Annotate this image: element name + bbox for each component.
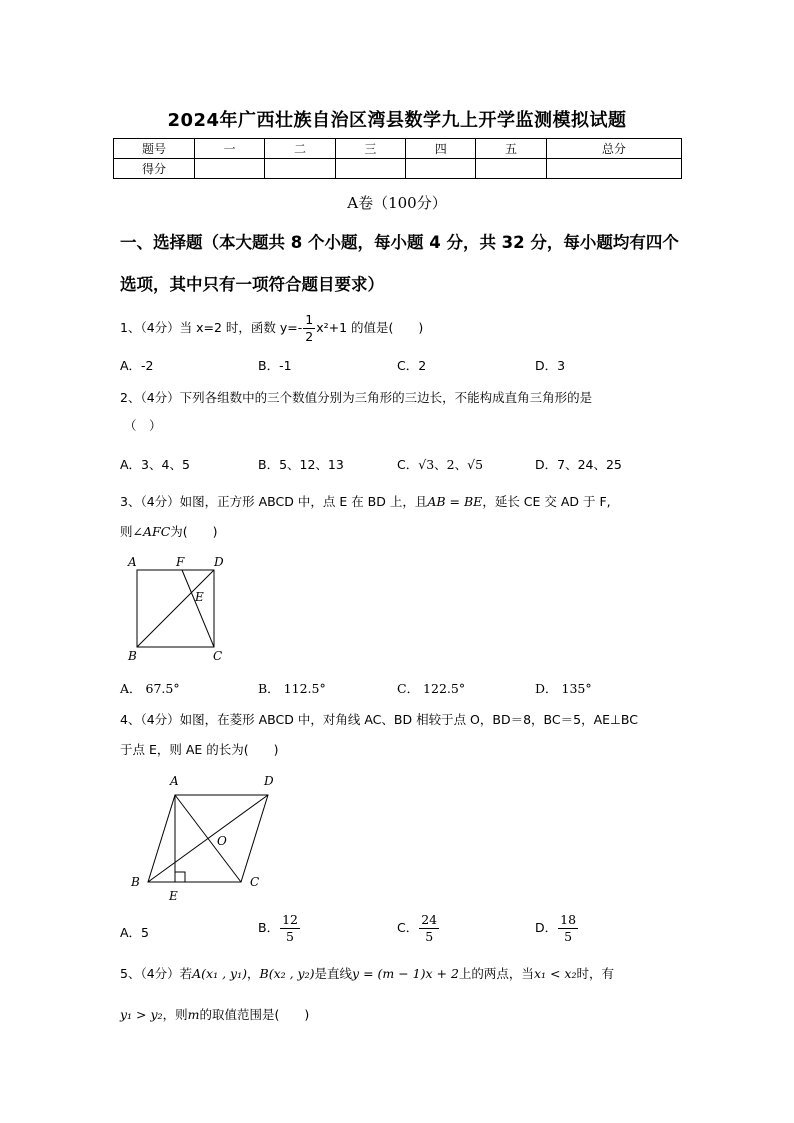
question-text: ，延长 CE 交 AD 于 F, (482, 494, 611, 509)
section-heading: A卷（100分） (347, 194, 447, 212)
question-1 (120, 312, 423, 345)
table-cell: 题号 (114, 139, 195, 159)
label-d: D (214, 555, 224, 569)
math-expression: y₁ > y₂ (120, 1007, 163, 1022)
label-f: F (176, 555, 185, 569)
numerator: 18 (560, 912, 577, 927)
option-c (397, 455, 483, 473)
option-b (258, 912, 301, 945)
option-label: C． (397, 457, 419, 472)
right-angle-mark (175, 872, 185, 882)
label-a: A (170, 774, 179, 788)
math-expression: m (187, 1007, 200, 1022)
question-4-line2: 于点 E，则 AE 的长为( ) (120, 742, 279, 757)
fraction (419, 912, 439, 945)
question-2-answer-paren: （ ） (124, 418, 162, 433)
math-expression: B(x₂ , y₂) (259, 966, 315, 981)
denominator: 5 (286, 929, 294, 944)
fraction (280, 912, 300, 945)
table-row (114, 159, 682, 179)
math-expression: ∠AFC (132, 524, 171, 539)
question-text: 为( ) (170, 524, 218, 539)
label-c: C (213, 649, 223, 663)
math-expression: AB = BE (427, 494, 483, 509)
table-cell (476, 159, 546, 179)
question-text: 5、（4分）若 (120, 966, 193, 981)
option-d: D．7、24、25 (535, 457, 622, 472)
question-text: 的取值范围是( ) (199, 1007, 310, 1022)
option-c (397, 912, 440, 945)
numerator: 12 (282, 912, 298, 927)
option-b: B．-1 (258, 358, 292, 373)
option-b: B．5、12、13 (258, 457, 344, 472)
option-a: A．-2 (120, 358, 154, 373)
option-c: C． 122.5° (397, 681, 466, 696)
option-d: D．3 (535, 358, 566, 373)
question-5 (120, 964, 614, 982)
question-3-line2 (120, 522, 218, 540)
label-d: D (264, 774, 274, 788)
option-a: A．5 (120, 925, 150, 940)
label-c: C (250, 875, 260, 889)
question-text: 则 (120, 524, 133, 539)
math-expression: √3、2、√5 (418, 457, 484, 472)
math-expression: A(x₁ , y₁) (192, 966, 247, 981)
denominator: 2 (305, 329, 314, 344)
question-3 (120, 492, 611, 510)
option-a: A．3、4、5 (120, 457, 190, 472)
table-cell: 三 (335, 139, 405, 159)
option-a: A． 67.5° (120, 681, 180, 696)
score-table (113, 138, 682, 179)
question-4: 4、（4分）如图，在菱形 ABCD 中，对角线 AC、BD 相较于点 O，BD＝8，BC＝5，AE⊥BC (120, 712, 638, 727)
table-cell (195, 159, 265, 179)
table-cell: 得分 (114, 159, 195, 179)
option-c: C．2 (397, 358, 427, 373)
line-cf (182, 570, 214, 647)
option-label: D． (535, 920, 558, 935)
diagonal-bd (137, 570, 214, 647)
option-d (535, 912, 579, 945)
question-text: x²+1 的值是( ) (316, 320, 424, 335)
table-cell: 四 (406, 139, 476, 159)
label-e: E (169, 889, 178, 903)
rhombus-figure (120, 770, 290, 905)
diagonal-bd (148, 795, 268, 882)
question-text: ，则 (162, 1007, 188, 1022)
option-label: C． (397, 920, 419, 935)
math-expression: y = (m − 1)x + 2 (352, 966, 459, 981)
option-label: B． (258, 920, 280, 935)
question-5-line2 (120, 1005, 309, 1023)
table-row (114, 139, 682, 159)
fraction (303, 312, 315, 345)
table-cell: 一 (195, 139, 265, 159)
table-cell: 总分 (546, 139, 681, 159)
square-figure (120, 552, 230, 667)
part-title: 一、选择题（本大题共 8 个小题，每小题 4 分，共 32 分，每小题均有四个选项，其中只有一项符合题目要求） (120, 233, 679, 294)
table-cell (406, 159, 476, 179)
option-b: B． 112.5° (258, 681, 326, 696)
label-e: E (195, 590, 204, 604)
question-text: 1、（4分）当 x=2 时，函数 y=- (120, 320, 303, 335)
denominator: 5 (425, 929, 434, 944)
table-cell: 五 (476, 139, 546, 159)
fraction (558, 912, 578, 945)
table-cell (265, 159, 335, 179)
label-o: O (217, 834, 227, 848)
table-cell (335, 159, 405, 179)
question-text: 是直线 (314, 966, 353, 981)
numerator: 1 (305, 312, 314, 327)
question-text: 上的两点，当 (458, 966, 534, 981)
table-cell (546, 159, 681, 179)
page-title: 2024年广西壮族自治区湾县数学九上开学监测模拟试题 (167, 110, 627, 131)
question-text: 3、（4分）如图，正方形 ABCD 中，点 E 在 BD 上，且 (120, 494, 428, 509)
label-b: B (131, 875, 140, 889)
math-expression: x₁ < x₂ (533, 966, 577, 981)
label-a: A (128, 555, 137, 569)
table-cell: 二 (265, 139, 335, 159)
denominator: 5 (564, 929, 573, 944)
numerator: 24 (421, 912, 438, 927)
question-text: 时，有 (576, 966, 614, 981)
question-2: 2、（4分）下列各组数中的三个数值分别为三角形的三边长，不能构成直角三角形的是 (120, 390, 593, 405)
option-d: D． 135° (535, 681, 592, 696)
question-text: ， (247, 966, 260, 981)
label-b: B (128, 649, 137, 663)
